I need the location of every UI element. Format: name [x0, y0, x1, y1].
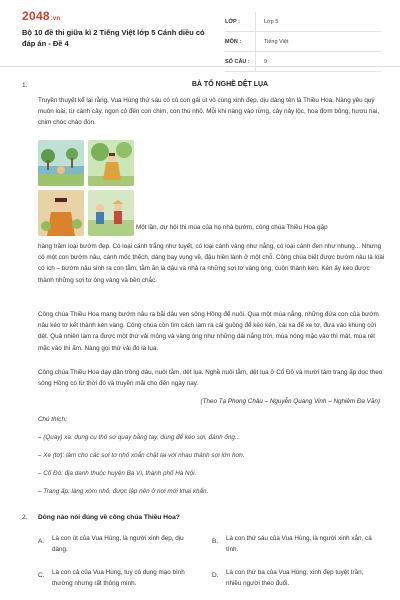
page-title: Bộ 10 đề thi giữa kì 2 Tiếng Việt lớp 5 Cánh diều có đáp án - Đề 4	[22, 28, 205, 48]
header-divider	[0, 66, 400, 67]
logo-main: 2048	[22, 9, 50, 23]
note-item: – Trang ấp: làng xóm nhỏ, được lập nên ở nơi mới khai khẩn.	[38, 488, 209, 495]
header	[0, 0, 400, 66]
option-letter: C.	[38, 572, 45, 579]
meta-row-subject	[225, 32, 381, 52]
notes-title: Chú thích:	[38, 416, 67, 423]
logo-suffix: .vn	[50, 16, 61, 22]
meta-table	[225, 12, 381, 72]
note-item: – (Quay) xa: dụng cụ thô sơ quay bằng tay, dùng để kéo sợi, đánh ống...	[38, 434, 241, 441]
article-title: BÀ TỔ NGHỀ DỆT LỤA	[191, 81, 269, 88]
meta-label: SỐ CÂU :	[225, 58, 250, 65]
option-letter: D.	[212, 572, 219, 579]
illustration-grid	[38, 140, 134, 236]
paragraph-3: Công chúa Thiều Hoa mang bướm nâu ra bãi dâu ven sông Hồng để nuôi. Qua một mùa nắng, những đứa con của bướm nâu kéo tơ kết thành kén vàng. Công chúa còn tìm cách làm ra cái guồng để kéo kén, cái xa để xe tơ, đưa vào khung cửi dệt. Quả nhiên làm ra được một thứ vải mỏng và vàng óng như những dải nắng trời, mùa nóng mặc vào thì mát, mùa rét mặc vào thì ấm. Nàng gọi thứ vải đó là lụa.	[38, 311, 379, 352]
source-citation: (Theo Tạ Phong Châu – Nguyễn Quang Vinh – Nghiêm Đa Văn)	[200, 398, 380, 405]
illustration-village-people	[88, 190, 134, 236]
paragraph-4: Công chúa Thiều Hoa dạy dân trồng dâu, nuôi tằm, dệt lụa. Nghề nuôi tằm, dệt lụa ở Cổ Đô và mười tám trang ấp dọc theo sông Hồng có từ thời đó và truyền mãi cho đến ngày nay.	[38, 369, 383, 388]
paragraph-2: hàng trăm loại bướm đẹp. Có loại cánh trắng như tuyết, có loại cánh vàng như nắng, có loại cánh đen như nhung... Nhưng có một con bướm nâu, cánh mốc thếch, dáng bay vụng về, đậu hiền lành ở một chỗ. Công chúa biết được bướm nâu là loài có ích – bướm nâu sinh ra con tằm, tằm ăn lá dâu và nhả ra những sợi tơ vàng óng, cuộn thành kén. Kén ấy kéo được thành những sợi tơ óng vàng và bền chắc.	[38, 243, 385, 284]
meta-label: MÔN :	[225, 38, 242, 45]
site-logo[interactable]	[22, 9, 60, 23]
meta-label: LỚP :	[225, 18, 240, 25]
option-letter: A.	[38, 538, 45, 545]
illustration-princess-forest	[88, 140, 134, 186]
meta-value: Lớp 5	[255, 12, 381, 31]
illustration-river-scene	[38, 140, 84, 186]
meta-row-class	[225, 12, 381, 32]
meta-value: 9	[255, 52, 381, 71]
note-item: – Xe (tơ): làm cho các sợi tơ nhỏ xoắn chặt lại với nhau thành sợi lớn hơn.	[38, 452, 245, 459]
paragraph-1: Truyền thuyết kể lại rằng, Vua Hùng thứ sáu có cô con gái út vô cùng xinh đẹp, dịu dàng tên là Thiều Hoa. Nàng yêu quý muôn loài, từ cành cây, ngọn cỏ đến con chim, con thú nhỏ. Mỗi khi nàng vào rừng, cây nảy lộc, hoa đơm bông, hươu nai, chim chóc chào đón.	[38, 97, 380, 127]
note-item: – Cổ Đô: địa danh thuộc huyện Ba Vì, thành phố Hà Nội.	[38, 470, 197, 477]
question-number: 1.	[22, 82, 28, 89]
answer-option-b[interactable]	[212, 533, 372, 555]
meta-value: Tiếng Việt	[255, 32, 381, 51]
question-number: 2.	[22, 514, 28, 521]
option-text: Là con cả của Vua Hùng, tuy có dung mạo bình thường nhưng rất thông minh.	[52, 569, 185, 587]
answer-option-c[interactable]	[38, 567, 198, 589]
answer-option-a[interactable]	[38, 533, 198, 555]
paragraph-2-lead: Một lần, dự hội thi múa của họ nhà bướm, công chúa Thiều Hoa gặp	[136, 224, 328, 231]
option-text: Là con út của Vua Hùng, là người xinh đẹp, dịu dàng.	[52, 535, 184, 553]
illustration-princess-portrait	[38, 190, 84, 236]
answer-option-d[interactable]	[212, 567, 372, 589]
meta-row-count	[225, 52, 381, 72]
option-text: Là con thứ sáu của Vua Hùng, là người xinh xắn, cá tính.	[226, 535, 372, 553]
option-text: Là con thứ ba của Vua Hùng, xinh đẹp tuyệt trần, nhiều người theo đuổi.	[226, 569, 364, 587]
question-text: Dòng nào nói đúng về công chúa Thiều Hoa?	[38, 514, 180, 521]
option-letter: B.	[212, 538, 219, 545]
